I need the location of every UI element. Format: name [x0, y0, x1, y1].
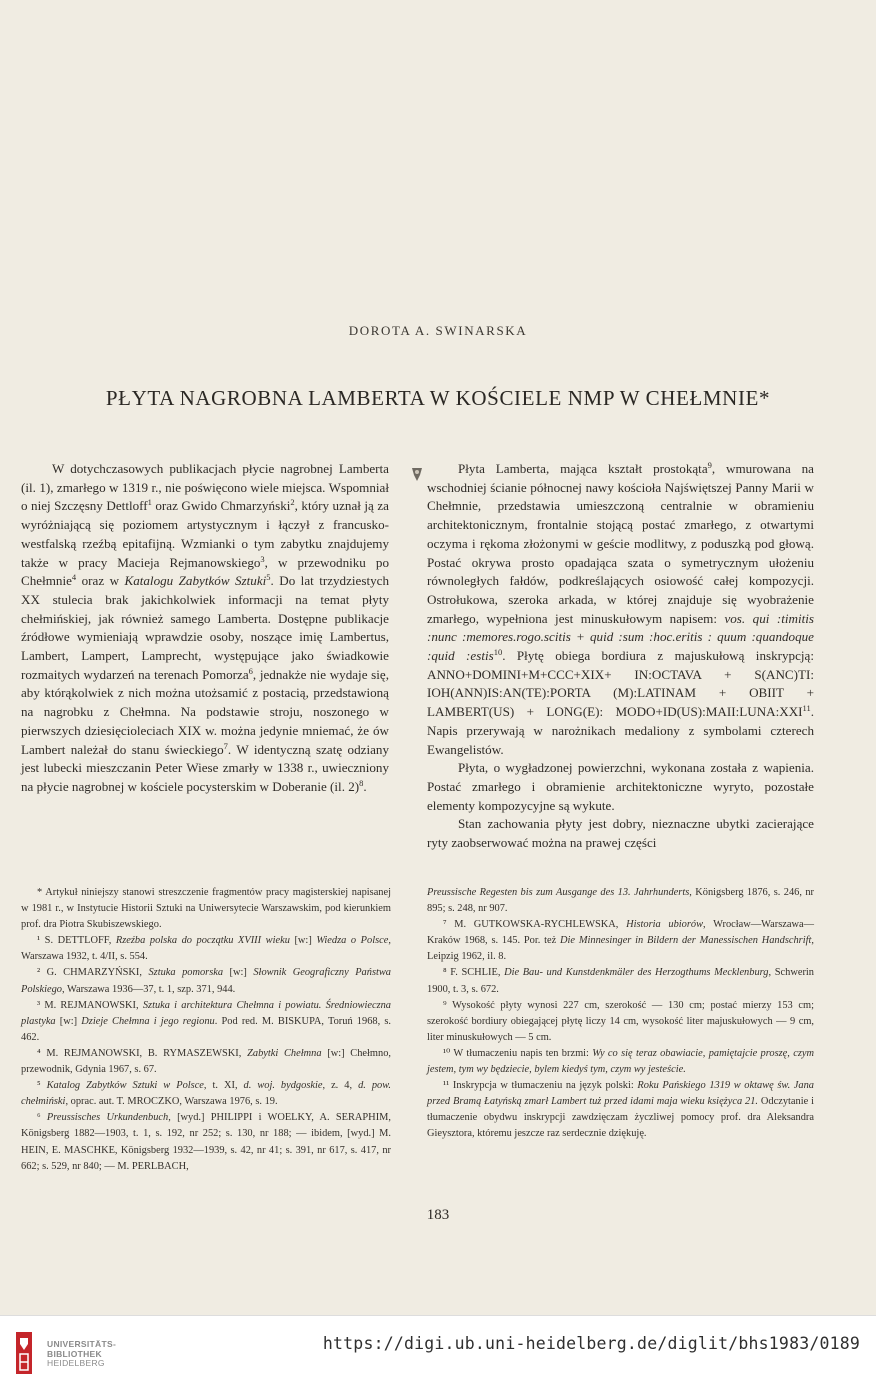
footnote: ¹⁰ W tłumaczeniu napis ten brzmi: Wy co się teraz obawiacie, pamiętajcie proszę, czym jestem, tym wy będziecie, bylem kiedyś tym, czym wy jesteście.	[427, 1047, 814, 1076]
paragraph: Płyta, o wygładzonej powierzchni, wykonana została z wapienia. Postać zmarłego i obramienie architektoniczne wyryto, pozostałe elementy kompozycyjne są wykute.	[427, 760, 814, 813]
footnote-ref: 1	[147, 497, 152, 508]
footnote: ² G. CHMARZYŃSKI, Sztuka pomorska [w:] Słownik Geograficzny Państwa Polskiego, Warszawa 1936—37, t. 1, szp. 371, 944.	[21, 967, 392, 995]
footnote-ref: 11	[802, 703, 811, 714]
footnote-ref: 8	[359, 777, 364, 788]
footnote-ref: 2	[290, 497, 295, 508]
footnote: ¹ S. DETTLOFF, Rzeźba polska do początku XVIII wieku [w:] Wiedza o Polsce, Warszawa 1932, t. 4/II, s. 554.	[21, 935, 391, 963]
footnote: * Artykuł niniejszy stanowi streszczenie fragmentów pracy magisterskiej napisanej w 1981 r., w Instytucie Historii Sztuki na Uniwersytecie Warszawskim, pod kierunkiem prof. dra Piotra Skubiszewskiego.	[21, 887, 391, 931]
footnote: ⁹ Wysokość płyty wynosi 227 cm, szerokość — 130 cm; postać mierzy 153 cm; szerokość bordiury obiegającej płytę liczy 14 cm, wysokość liter majuskułowych — 9 cm, liter minuskułowych — 5 cm.	[427, 999, 814, 1043]
page-number: 183	[426, 1207, 450, 1223]
footnotes-left	[21, 885, 391, 1175]
paragraph: W dotychczasowych publikacjach płycie nagrobnej Lamberta (il. 1), zmarłego w 1319 r., nie poświęcono wiele miejsca. Wspomniał o niej Szczęsny Dettloff$^1$ oraz Gwido Chmarzyński$^2$, który uznał ją za wyróżniającą się poziomem artystycznym i łączył z francusko-westfalską rzeźbą epitafijną. Wzmianki o tym zabytku znajdujemy także w pracy Macieja Rejmanowskiego$^3$, w przewodniku po Chełmnie$^4$ oraz w Katalogu Zabytków Sztuki$^5$. Do lat trzydziestych XX stulecia brak jakichkolwiek informacji na temat płyty chełmińskiej, jak również samego Lamberta. Dostępne publikacje źródłowe wymieniają wprawdzie osoby, noszące imię Lambertus, Lambert, Lampert, Lamprecht, występujące jako świadkowie rozmaitych wydarzeń na terenach Pomorza$^6$, jednakże nie wydaje się, aby którąkolwiek z nich można utożsamić z postacią, przedstawioną na nagrobku z Chełmna. Na podstawie stroju, noszonego w pierwszych dziesięcioleciach XIX w. można jedynie mniemać, że ów Lambert należał do stanu świeckiego$^7$. W identyczną szatę odziany jest lubecki mieszczanin Peter Wiese zmarły w 1338 r., uwieczniony na płycie nagrobnej w kościele pocysterskim w Doberanie (il. 2)$^8$.	[21, 461, 389, 794]
university-library-logo-icon[interactable]	[12, 1330, 36, 1376]
permalink-url[interactable]: https://digi.ub.uni-heidelberg.de/diglit/bhs1983/0189	[322, 1334, 860, 1353]
footnote: ⁵ Katalog Zabytków Sztuki w Polsce, t. XI, d. woj. bydgoskie, z. 4, d. pow. chełmiński, oprac. aut. T. MROCZKO, Warszawa 1976, s. 19.	[21, 1080, 391, 1108]
footnote: ⁸ F. SCHLIE, Die Bau- und Kunstdenkmäler des Herzogthums Mecklenburg, Schwerin 1900, t. 3, s. 672.	[427, 967, 814, 995]
paragraph: Stan zachowania płyty jest dobry, nieznaczne ubytki zacierające ryty zaobserwować można na prawej części	[427, 816, 814, 851]
author-name: DOROTA A. SWINARSKA	[348, 323, 528, 338]
paragraph: Płyta Lamberta, mająca kształt prostokąta$^9$, wmurowana na wschodniej ścianie północnej nawy kościoła Najświętszej Panny Marii w Chełmnie, przedstawia umieszczoną centralnie w obramieniu architektonicznym, frontalnie stojącą postać zmarłego, z otwartymi oczyma i rękoma złożonymi w geście modlitwy, z poduszką pod głową. Postać okrywa prosto opadająca szata o symetrycznym ułożeniu równoległych fałdów, podkreślających osiowość całej kompozycji. Ostrołukowa, szeroka arkada, w której znajduje się wyobrażenie zmarłego, wypełniona jest minuskułowym napisem: vos. qui :timitis :nunc :memores.rogo.scitis + quid :sum :hoc.eritis : quum :quandoque :quid :estis$^{10}$. Płytę obiega bordiura z majuskułową inskrypcją: ANNO+DOMINI+M+CCC+XIX+ IN:OCTAVA + S(ANC)TI: IOH(ANN)IS:AN(TE):PORTA (M):LATINAM + OBIIT + LAMBERT(US) + LONG(E): $MODO+ID(US):MAII:LUNA:XXI^{11}$. Napis przerywają w narożnikach medaliony z symbolami czterech Ewangelistów.	[427, 460, 814, 757]
footnote: ¹¹ Inskrypcja w tłumaczeniu na język polski: Roku Pańskiego 1319 w oktawę św. Jana przed Bramą Łatyńską zmarł Lambert tuż przed idami maja wieku księżyca 21. Odczytanie i tłumaczenie obydwu inskrypcji zawdzięczam życzliwej pomocy prof. dra Aleksandra Gieysztora, któremu jeszcze raz serdecznie dziękuję.	[427, 1080, 815, 1140]
article-title: PŁYTA NAGROBNA LAMBERTA W KOŚCIELE NMP W CHEŁMNIE*	[105, 386, 771, 410]
footnotes-right	[427, 885, 814, 1143]
viewer-footer	[0, 1315, 876, 1390]
library-name: UNIVERSITÄTS- BIBLIOTHEK HEIDELBERG	[47, 1339, 117, 1369]
footnote: ³ M. REJMANOWSKI, Sztuka i architektura Chełmna i powiatu. Średniowieczna plastyka [w:] Dzieje Chełmna i jego regionu. Pod red. M. BISKUPA, Toruń 1968, s. 462.	[21, 999, 392, 1043]
footnote-ref: 10	[493, 647, 503, 658]
body-column-left	[21, 460, 389, 797]
footnote: ⁶ Preussisches Urkundenbuch, [wyd.] PHILIPPI i WOELKY, A. SERAPHIM, Königsberg 1882—1903, t. 1, s. 192, nr 252; s. 130, nr 188; — ibidem, [wyd.] M. HEIN, E. MASCHKE, Königsberg 1932—1939, s. 42, nr 41; s. 391, nr 617, s. 417, nr 662; s. 529, nr 840; — M. PERLBACH,	[21, 1112, 391, 1172]
footnote-ref: 5	[266, 572, 271, 583]
footnote-ref: 9	[707, 460, 712, 470]
footnote: Preussische Regesten bis zum Ausgange des 13. Jahrhunderts, Königsberg 1876, s. 246, nr 895; s. 248, nr 907.	[427, 887, 814, 915]
footnote-ref: 6	[248, 665, 253, 676]
footnote-ref: 7	[223, 740, 228, 751]
footnote-ref: 4	[71, 572, 77, 583]
footnote: ⁴ M. REJMANOWSKI, B. RYMASZEWSKI, Zabytki Chełmna [w:] Chełmno, przewodnik, Gdynia 1967, s. 67.	[21, 1047, 391, 1076]
footnote: ⁷ M. GUTKOWSKA-RYCHLEWSKA, Historia ubiorów, Wrocław—Warszawa—Kraków 1968, s. 145. Por. też Die Minnesinger in Bildern der Manessischen Handschrift, Leipzig 1962, il. 8.	[427, 919, 814, 963]
library-stamp-icon	[411, 466, 423, 482]
body-column-right	[427, 460, 814, 853]
footnote-ref: 3	[260, 553, 265, 564]
